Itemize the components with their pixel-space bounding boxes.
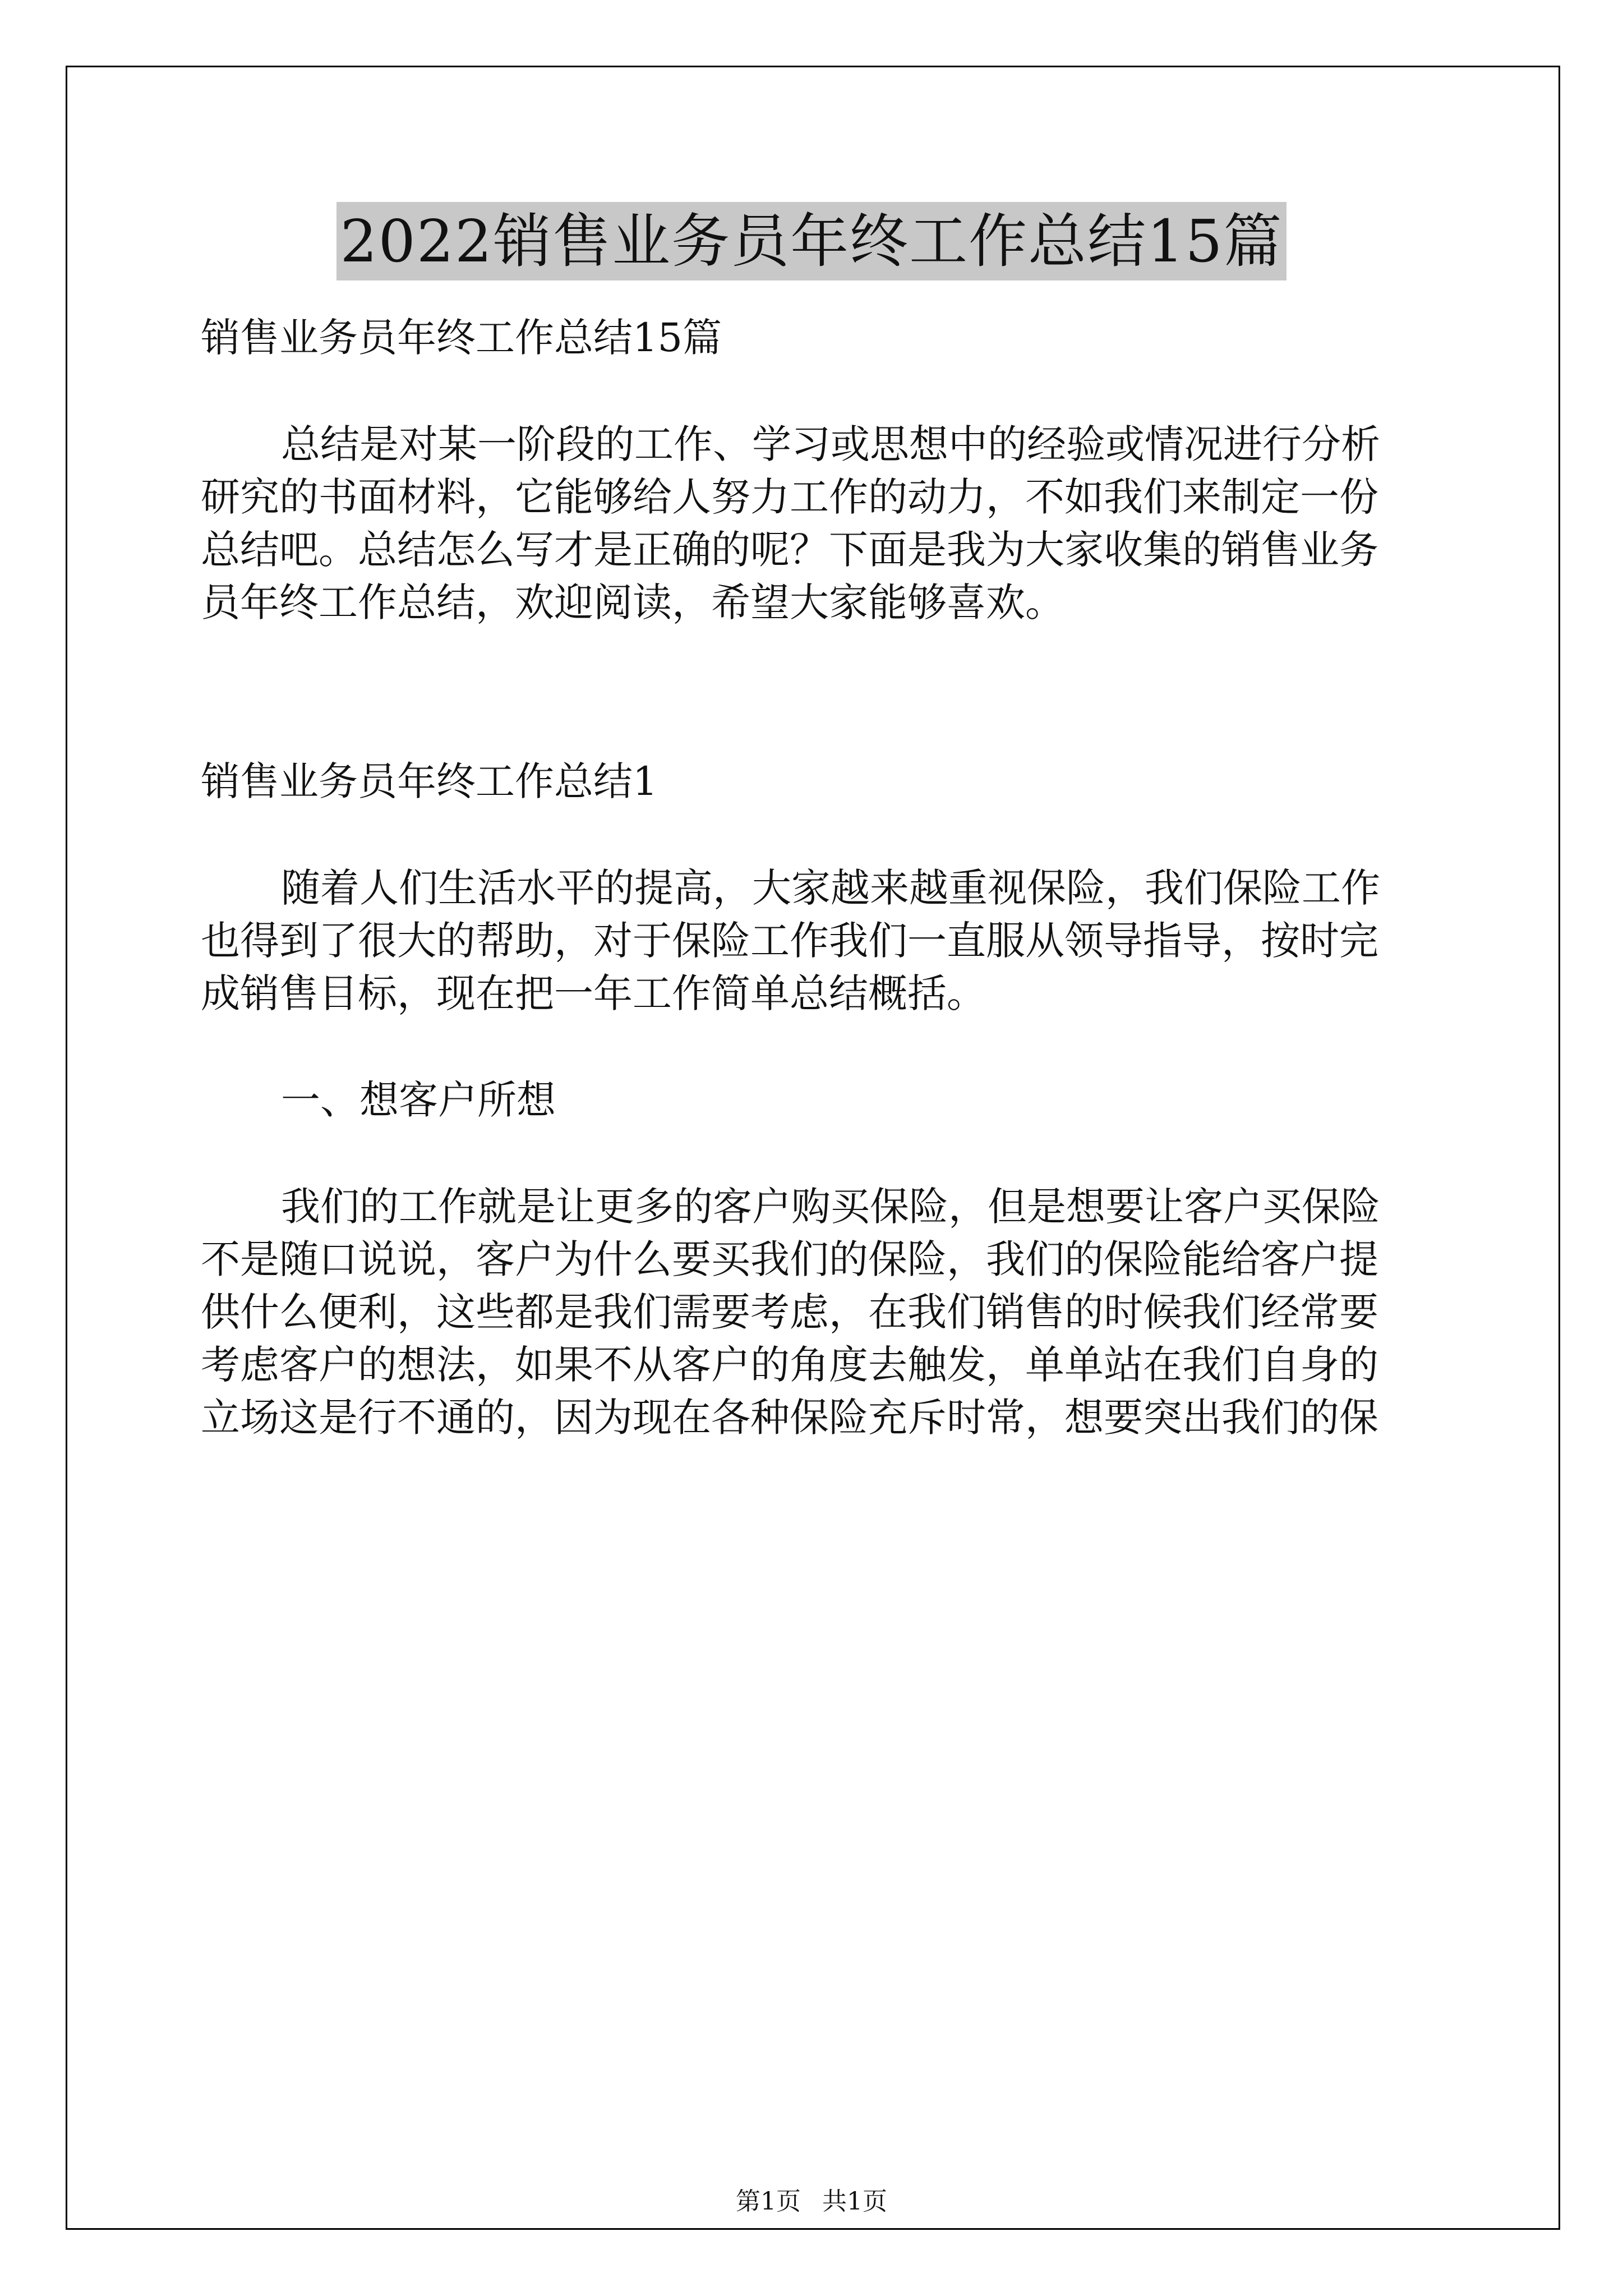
section-line: 随着人们生活水平的提高，大家越来越重视保险，我们保险工作 (281, 865, 1380, 911)
sub-line: 不是随口说说，客户为什么要买我们的保险，我们的保险能给客户提 (201, 1236, 1378, 1282)
subheading: 一、想客户所想 (281, 1077, 556, 1123)
intro-line: 研究的书面材料，它能够给人努力工作的动力，不如我们来制定一份 (201, 474, 1378, 520)
section-line: 也得到了很大的帮助，对于保险工作我们一直服从领导指导，按时完 (201, 918, 1378, 964)
page-title: 2022销售业务员年终工作总结15篇 (336, 202, 1286, 280)
title-area (0, 202, 1623, 280)
intro-paragraph (201, 418, 1435, 629)
page-number: 第1页 (736, 2187, 801, 2216)
page-footer (0, 2185, 1623, 2219)
sub-line: 立场这是行不通的，因为现在各种保险充斥时常，想要突出我们的保 (201, 1395, 1378, 1441)
sub-line: 考虑客户的想法，如果不从客户的角度去触发，单单站在我们自身的 (201, 1342, 1378, 1388)
section-paragraph (201, 862, 1435, 1020)
intro-line: 员年终工作总结，欢迎阅读，希望大家能够喜欢。 (201, 579, 1064, 625)
document-body (201, 311, 1435, 1444)
document-subtitle: 销售业务员年终工作总结15篇 (201, 315, 722, 361)
sub-line: 供什么便利，这些都是我们需要考虑，在我们销售的时候我们经常要 (201, 1289, 1378, 1335)
intro-line: 总结吧。总结怎么写才是正确的呢？下面是我为大家收集的销售业务 (201, 527, 1378, 573)
sub-paragraph (201, 1180, 1435, 1444)
intro-line: 总结是对某一阶段的工作、学习或思想中的经验或情况进行分析 (281, 421, 1380, 467)
page-total: 共1页 (822, 2187, 887, 2216)
section-line: 成销售目标，现在把一年工作简单总结概括。 (201, 970, 986, 1016)
sub-line: 我们的工作就是让更多的客户购买保险，但是想要让客户买保险 (281, 1184, 1380, 1230)
section-heading: 销售业务员年终工作总结1 (201, 758, 658, 804)
